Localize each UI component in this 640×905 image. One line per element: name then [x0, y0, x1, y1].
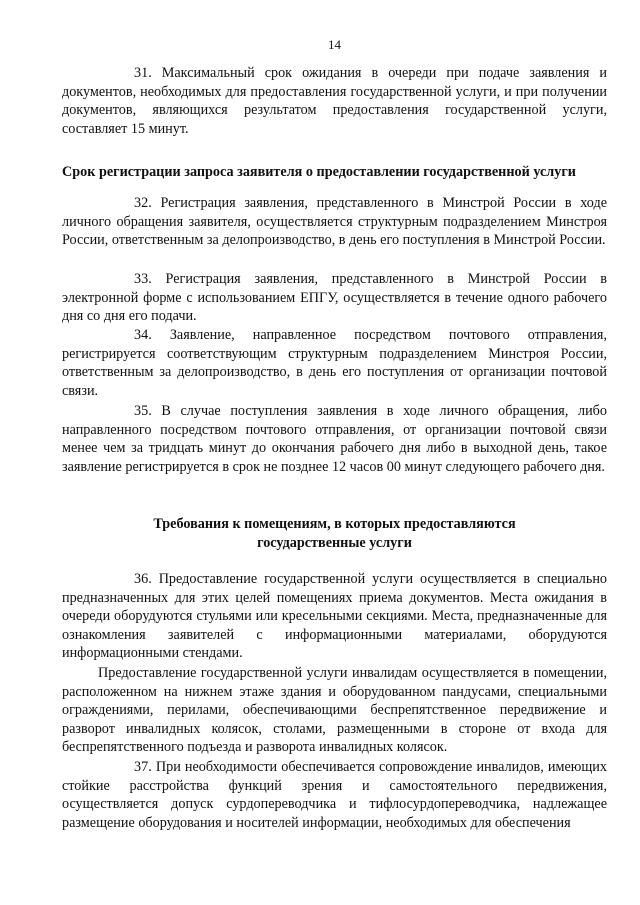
paragraph-text: Заявление, направленное посредством почтового отправления, регистрируется соответствующим структурным подразделением Минстроя России, ответственным за делопроизводство, в день его поступления от организации почтовой связи. [62, 327, 607, 399]
paragraph-number: 37. [134, 759, 152, 775]
section-heading-registration: Срок регистрации запроса заявителя о предоставлении государственной услуги [62, 164, 576, 180]
paragraph-number: 33. [134, 271, 152, 287]
paragraph-text: В случае поступления заявления в ходе личного обращения, либо направленного посредством почтового отправления, от организации почтовой связи менее чем за тридцать минут до окончания рабочего дня либо в выходной день, такое заявление регистрируется в срок не позднее 12 часов 00 минут следующего рабочего дня. [62, 403, 607, 475]
paragraph-text: Регистрация заявления, представленного в Минстрой России в ходе личного обращения заявителя, осуществляется структурным подразделением Минстроя России, ответственным за делопроизводство, в день его поступления в Минстрой России. [62, 195, 607, 249]
paragraph-number: 32. [134, 195, 152, 211]
paragraph-number: 31. [134, 65, 152, 81]
paragraph-36 [62, 570, 607, 663]
paragraph-text: Максимальный срок ожидания в очереди при подаче заявления и документов, необходимых для предоставления государственной услуги, и при получении документов, являющихся результатом предоставления государственной услуги, составляет 15 минут. [62, 65, 608, 137]
paragraph-31 [62, 64, 607, 138]
paragraph-number: 34. [134, 327, 152, 343]
paragraph-37 [62, 758, 607, 832]
paragraph-number: 35. [134, 403, 152, 419]
paragraph-text: Предоставление государственной услуги осуществляется в специально предназначенных для этих целей помещениях приема документов. Места ожидания в очереди оборудуются стульями или кресельными секциями. Места, предназначенные для ознакомления заявителей с информационными материалами, оборудуются информационными стендами. [62, 571, 608, 662]
paragraph-33 [62, 270, 607, 326]
paragraph-36-continued: Предоставление государственной услуги инвалидам осуществляется в помещении, расположенном на нижнем этаже здания и оборудованном пандусами, специальными ограждениями, перилами, обеспечивающими беспрепятственное передвижение и разворот инвалидных колясок, столами, размещенными в стороне от входа для беспрепятственного подъезда и разворота инвалидных колясок. [62, 665, 607, 756]
paragraph-32 [62, 194, 607, 250]
page-number: 14 [328, 37, 341, 52]
section-heading-line: Требования к помещениям, в которых предоставляются [153, 516, 516, 532]
paragraph-number: 36. [134, 571, 152, 587]
paragraph-text: При необходимости обеспечивается сопровождение инвалидов, имеющих стойкие расстройства функций зрения и самостоятельного передвижения, осуществляется допуск сурдопереводчика и тифлосурдопереводчика, надлежащее размещение оборудования и носителей информации, необходимых для обеспечения [62, 759, 607, 831]
paragraph-35 [62, 402, 607, 476]
paragraph-text: Регистрация заявления, представленного в Минстрой России в электронной форме с использованием ЕПГУ, осуществляется в течение одного рабочего дня со дня его подачи. [62, 271, 608, 325]
paragraph-34 [62, 326, 607, 400]
section-heading-premises [62, 515, 607, 552]
section-heading-line: государственные услуги [257, 534, 412, 551]
